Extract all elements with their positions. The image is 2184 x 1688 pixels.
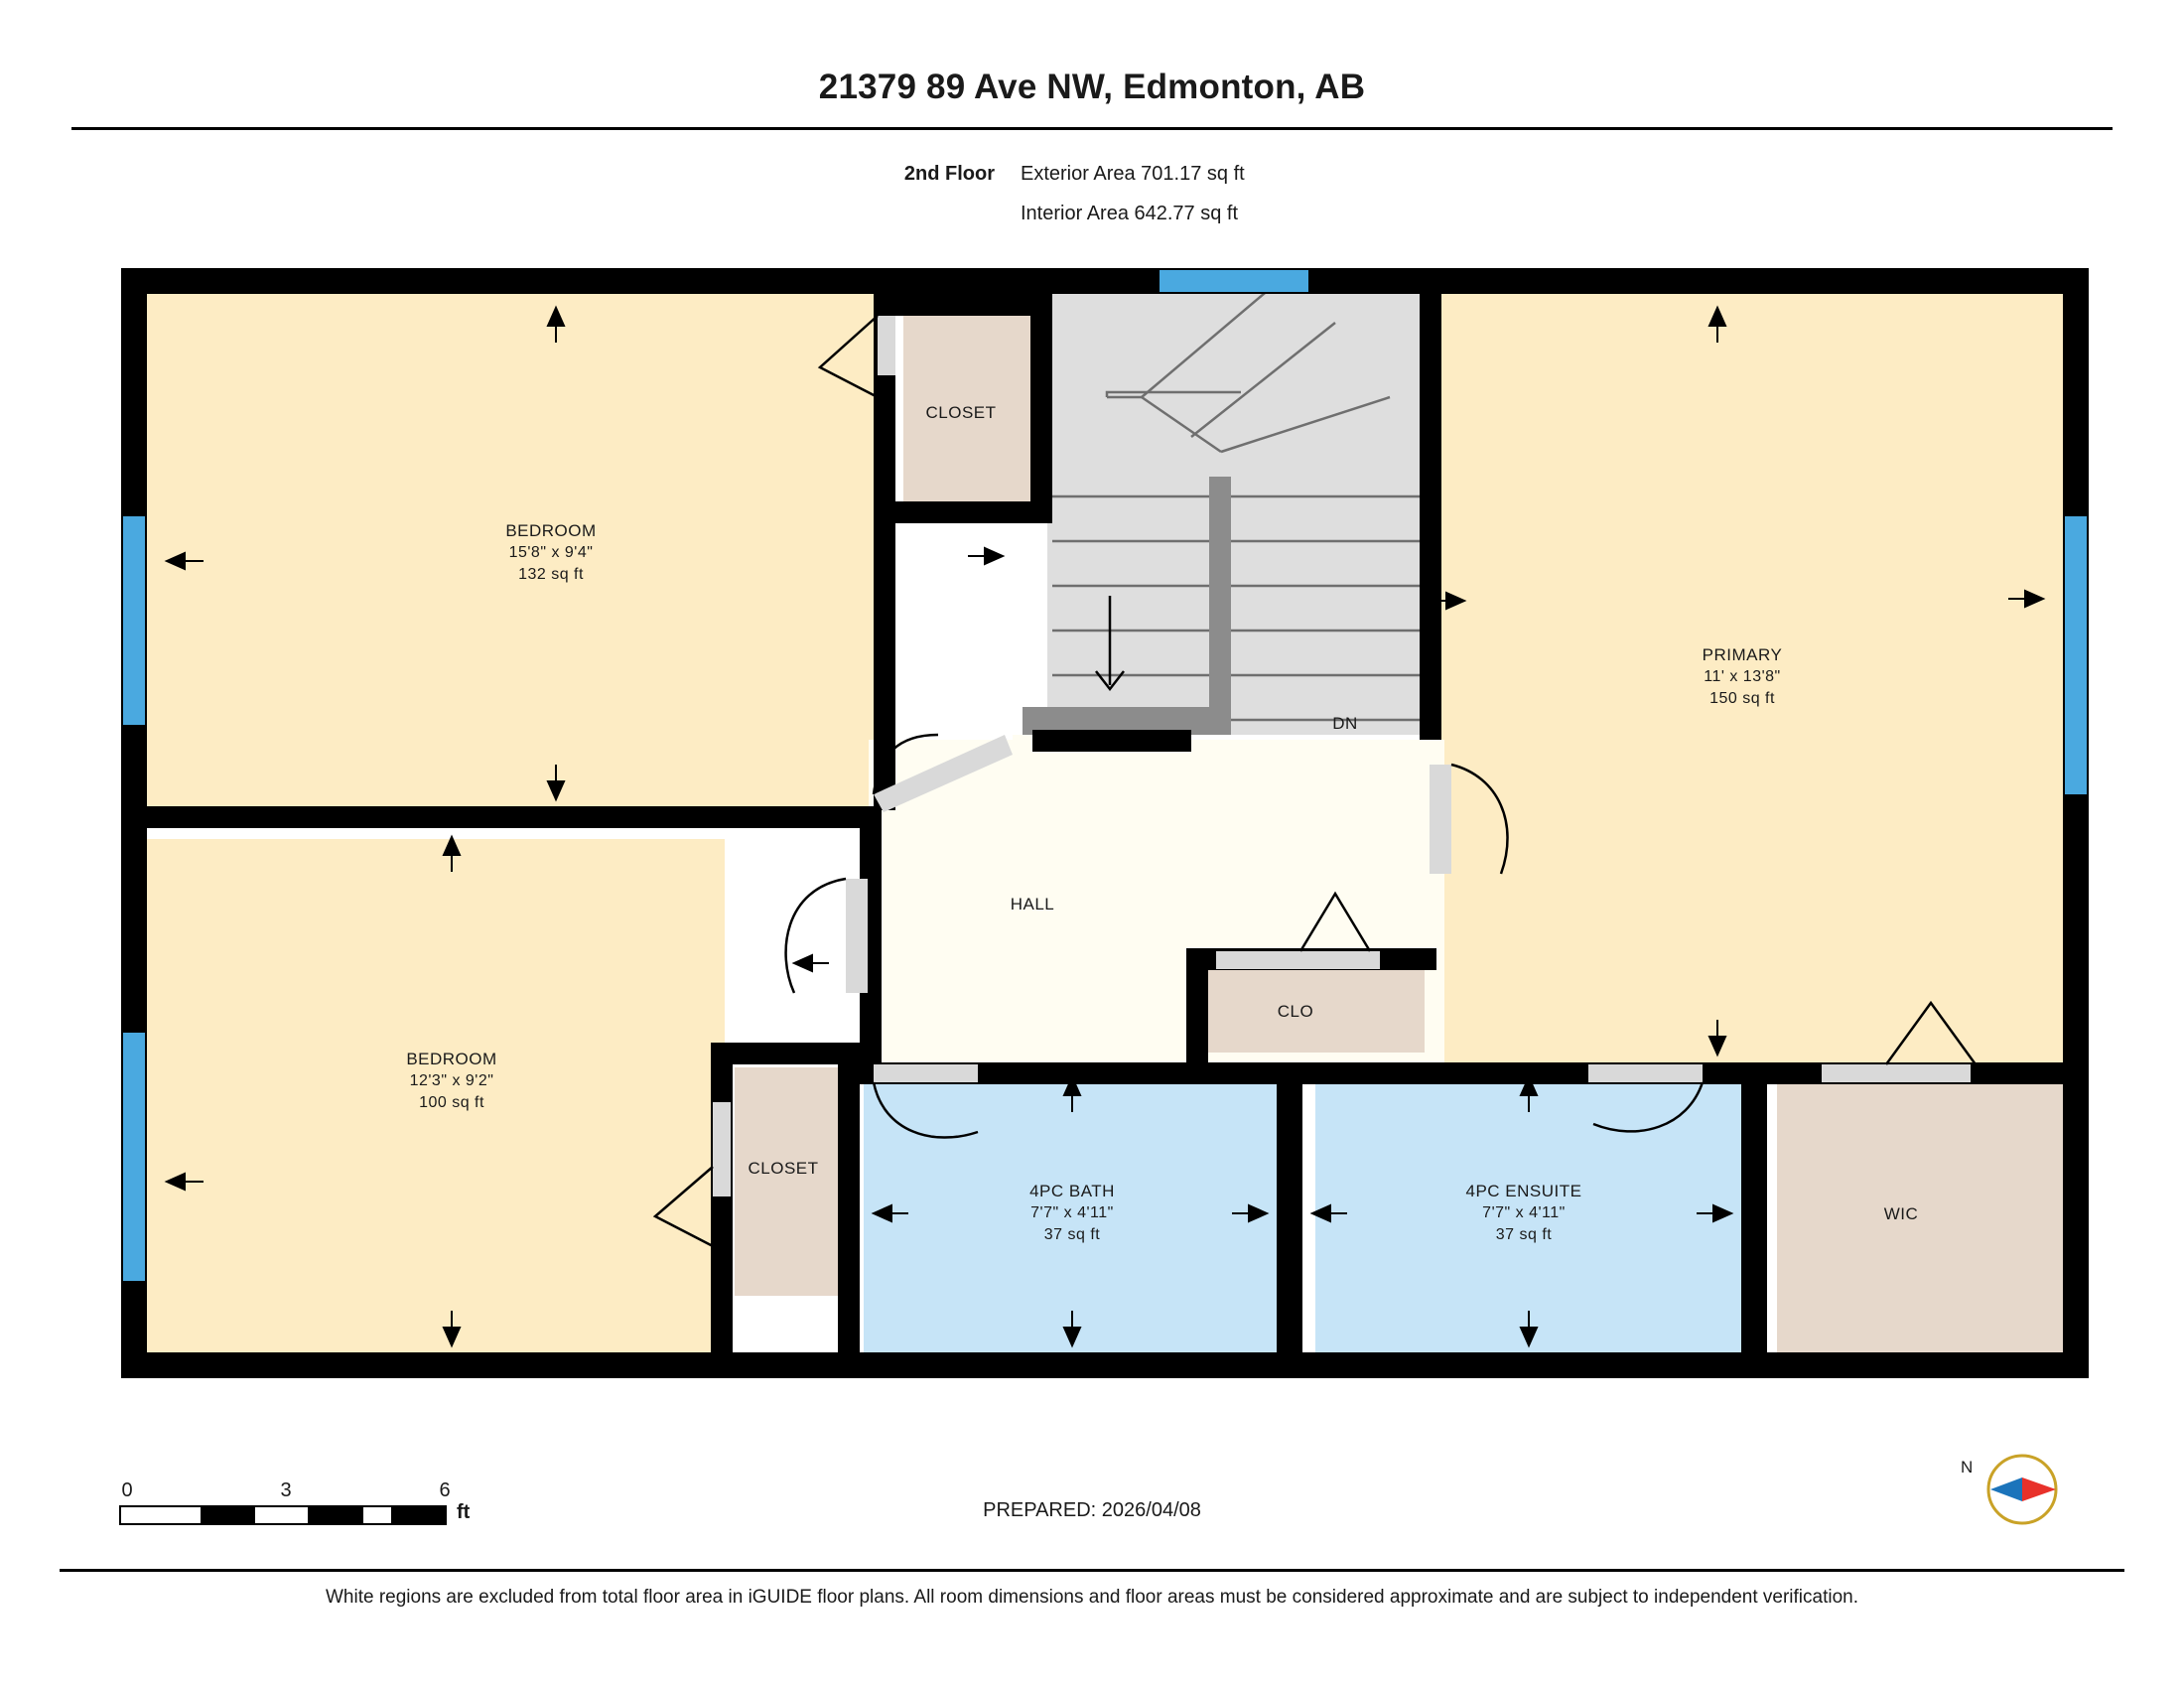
door-opening-primary — [1430, 765, 1451, 874]
room-label-wic — [1884, 1203, 1919, 1225]
door-opening-bath — [874, 1064, 978, 1082]
stair-fill — [1047, 288, 1425, 735]
room-name: HALL — [1010, 895, 1055, 914]
compass-icon — [1961, 1440, 2080, 1549]
room-area: 37 sq ft — [1043, 1226, 1101, 1243]
scale-tick-1: 3 — [280, 1479, 292, 1501]
room-name: 4PC BATH — [1029, 1182, 1115, 1200]
room-area: 150 sq ft — [1709, 690, 1775, 707]
room-name: PRIMARY — [1702, 645, 1783, 664]
window-top — [1160, 270, 1308, 292]
room-name: CLO — [1277, 1002, 1314, 1021]
floor-label: 2nd Floor — [903, 163, 995, 185]
scale-tick-2: 6 — [439, 1479, 451, 1501]
disclaimer-text: White regions are excluded from total floor area in iGUIDE floor plans. All room dimensions and floor areas must be considered approximate and are subject to independent verification. — [325, 1587, 1859, 1608]
window-right — [2065, 516, 2087, 794]
door-opening-wic — [1822, 1064, 1971, 1082]
closet-2-fill — [735, 1067, 839, 1296]
compass-rose — [1961, 1440, 2080, 1549]
exterior-area-text: Exterior Area 701.17 sq ft — [1021, 163, 1245, 185]
room-dimensions: 7'7" x 4'11" — [1030, 1204, 1114, 1221]
room-dimensions: 7'7" x 4'11" — [1482, 1204, 1566, 1221]
wic-fill — [1777, 1072, 2075, 1370]
window-left-upper — [123, 516, 145, 725]
door-opening-bedroom-2 — [846, 879, 868, 993]
room-name: BEDROOM — [505, 521, 597, 540]
room-label-stair-dn — [1332, 713, 1358, 735]
room-area: 132 sq ft — [518, 566, 584, 583]
scale-tick-0: 0 — [121, 1479, 133, 1501]
prepared-date: PREPARED: 2026/04/08 — [983, 1499, 1201, 1521]
room-label-closet-2 — [748, 1158, 818, 1180]
interior-area-text: Interior Area 642.77 sq ft — [1021, 203, 1239, 224]
door-opening-closet-1 — [878, 316, 895, 375]
room-name: BEDROOM — [406, 1050, 497, 1068]
compass-north-label: N — [1961, 1458, 1974, 1477]
door-opening-closet-2 — [713, 1102, 731, 1196]
room-label-ensuite — [1466, 1181, 1582, 1246]
door-opening-ensuite — [1588, 1064, 1703, 1082]
room-label-hall — [1011, 894, 1055, 915]
room-dimensions: 11' x 13'8" — [1704, 668, 1781, 685]
room-label-bedroom-1 — [505, 520, 596, 586]
footer-divider — [60, 1569, 2124, 1572]
room-name: CLOSET — [748, 1159, 819, 1178]
room-dimensions: 15'8" x 9'4" — [508, 544, 594, 561]
window-left-lower — [123, 1033, 145, 1281]
door-opening-clo — [1216, 951, 1380, 969]
room-label-bedroom-2 — [406, 1049, 496, 1114]
stair-rail — [1209, 477, 1231, 735]
page-title: 21379 89 Ave NW, Edmonton, AB — [818, 68, 1366, 106]
door-swing-bedroom-2 — [786, 879, 846, 993]
room-name: WIC — [1883, 1204, 1919, 1223]
room-label-clo — [1278, 1001, 1313, 1023]
room-dimensions: 12'3" x 9'2" — [409, 1072, 494, 1089]
room-name: 4PC ENSUITE — [1465, 1182, 1582, 1200]
room-label-closet-1 — [925, 402, 996, 424]
room-label-bath — [1029, 1181, 1115, 1246]
room-area: 100 sq ft — [419, 1094, 484, 1111]
room-area: 37 sq ft — [1495, 1226, 1553, 1243]
room-name: DN — [1332, 714, 1358, 733]
room-name: CLOSET — [925, 403, 997, 422]
room-label-primary — [1703, 644, 1783, 710]
scale-units: ft — [457, 1501, 471, 1523]
